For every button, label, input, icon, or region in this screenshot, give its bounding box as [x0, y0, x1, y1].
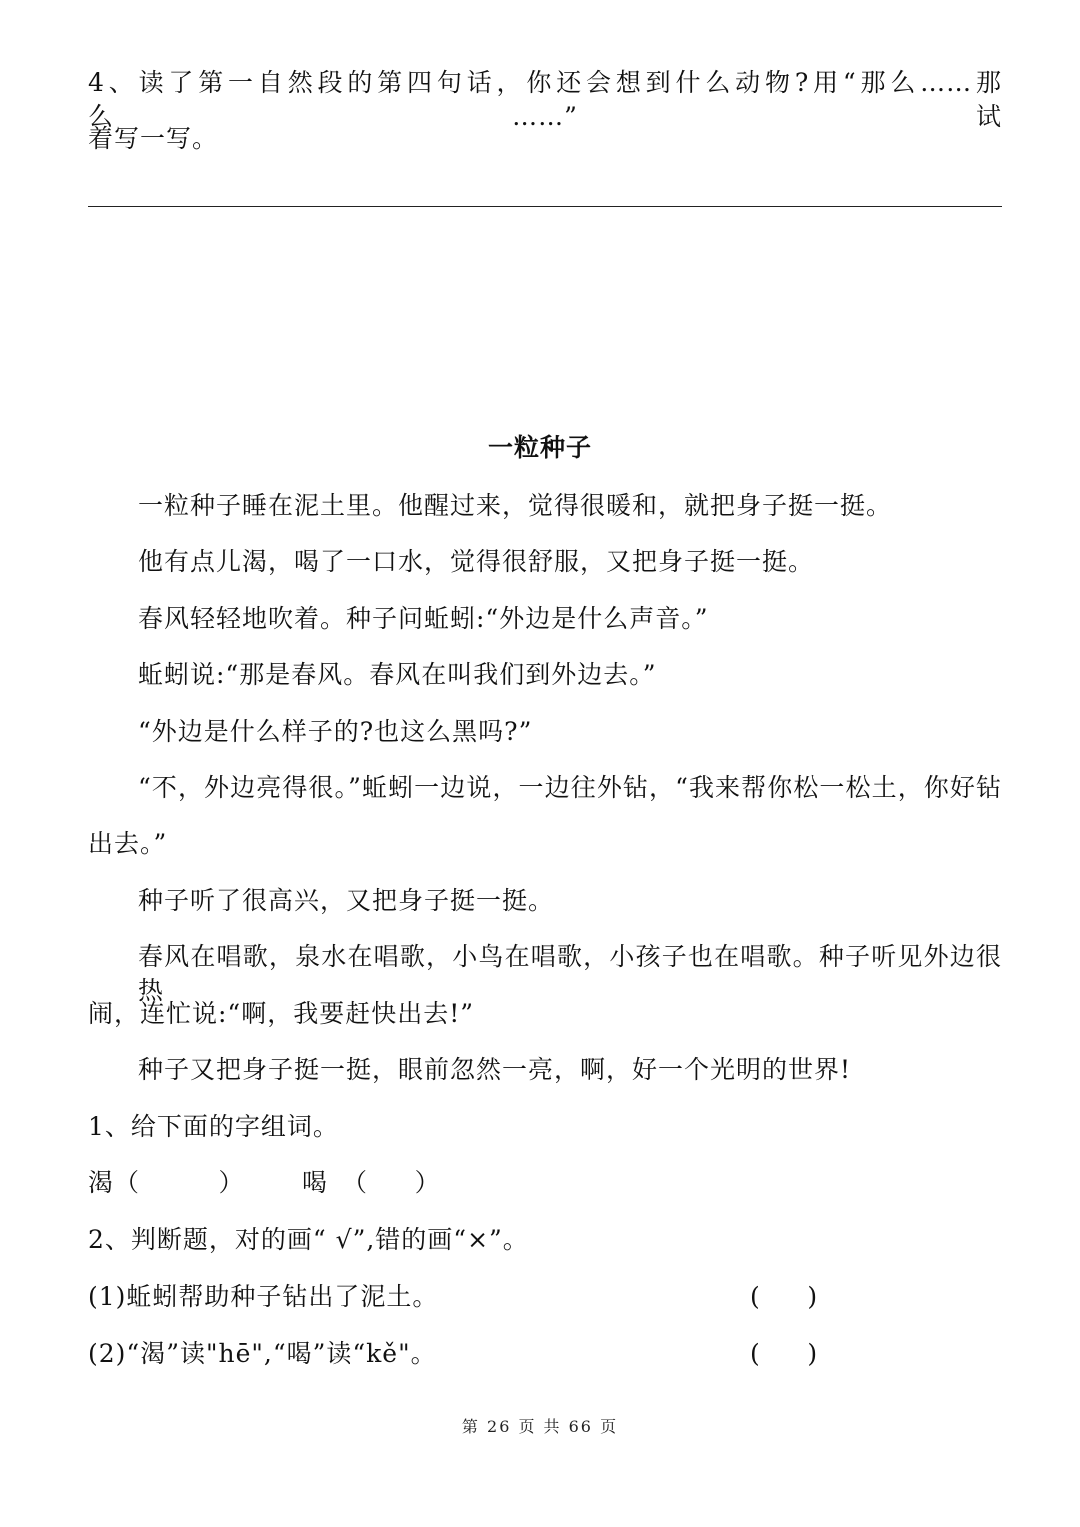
exercise-2-item-1: (1)蚯蚓帮助种子钻出了泥土。	[88, 1282, 439, 1311]
exercise-1-prompt: 1、给下面的字组词。	[88, 1112, 339, 1141]
page-footer: 第 26 页 共 66 页	[461, 1417, 619, 1436]
story-paragraph-9: 种子又把身子挺一挺，眼前忽然一亮，啊，好一个光明的世界!	[138, 1055, 852, 1084]
story-paragraph-2: 他有点儿渴，喝了一口水，觉得很舒服，又把身子挺一挺。	[138, 547, 815, 576]
story-paragraph-3: 春风轻轻地吹着。种子问蚯蚓:“外边是什么声音。”	[138, 604, 709, 633]
question-4-line-1: 4、读了第一自然段的第四句话，你还会想到什么动物?用“那么……那么……”试	[88, 68, 1002, 131]
story-paragraph-6-line-1: “不，外边亮得很。”蚯蚓一边说，一边往外钻，“我来帮你松一松土，你好钻	[138, 773, 1002, 802]
story-paragraph-6-line-2: 出去。”	[88, 829, 168, 858]
story-paragraph-4: 蚯蚓说:“那是春风。春风在叫我们到外边去。”	[138, 660, 657, 689]
story-paragraph-8-line-2: 闹，连忙说:“啊，我要赶快出去!”	[88, 999, 475, 1028]
exercise-2-item-1-answer[interactable]: ( )	[750, 1282, 818, 1311]
exercise-1-char-2: 喝	[302, 1168, 328, 1197]
exercise-2-prompt: 2、判断题，对的画“ √”,错的画“×”。	[88, 1225, 529, 1254]
exercise-2-item-2-answer[interactable]: ( )	[750, 1339, 818, 1368]
answer-line	[88, 206, 1002, 207]
story-paragraph-7: 种子听了很高兴，又把身子挺一挺。	[138, 886, 555, 915]
story-paragraph-5: “外边是什么样子的?也这么黑吗?”	[138, 717, 533, 746]
story-paragraph-1: 一粒种子睡在泥土里。他醒过来，觉得很暖和，就把身子挺一挺。	[138, 491, 893, 520]
story-paragraph-8-line-1: 春风在唱歌，泉水在唱歌，小鸟在唱歌，小孩子也在唱歌。种子听见外边很热	[138, 942, 1002, 1005]
question-4-line-2: 着写一写。	[88, 124, 219, 153]
exercise-1-blank-1[interactable]: （ ）	[114, 1168, 244, 1197]
exercise-2-item-2: (2)“渴”读"hē",“喝”读“kě"。	[88, 1339, 437, 1368]
story-title: 一粒种子	[487, 433, 592, 462]
exercise-1-char-1: 渴	[88, 1168, 114, 1197]
exercise-1-blank-2[interactable]: （ ）	[342, 1168, 440, 1197]
